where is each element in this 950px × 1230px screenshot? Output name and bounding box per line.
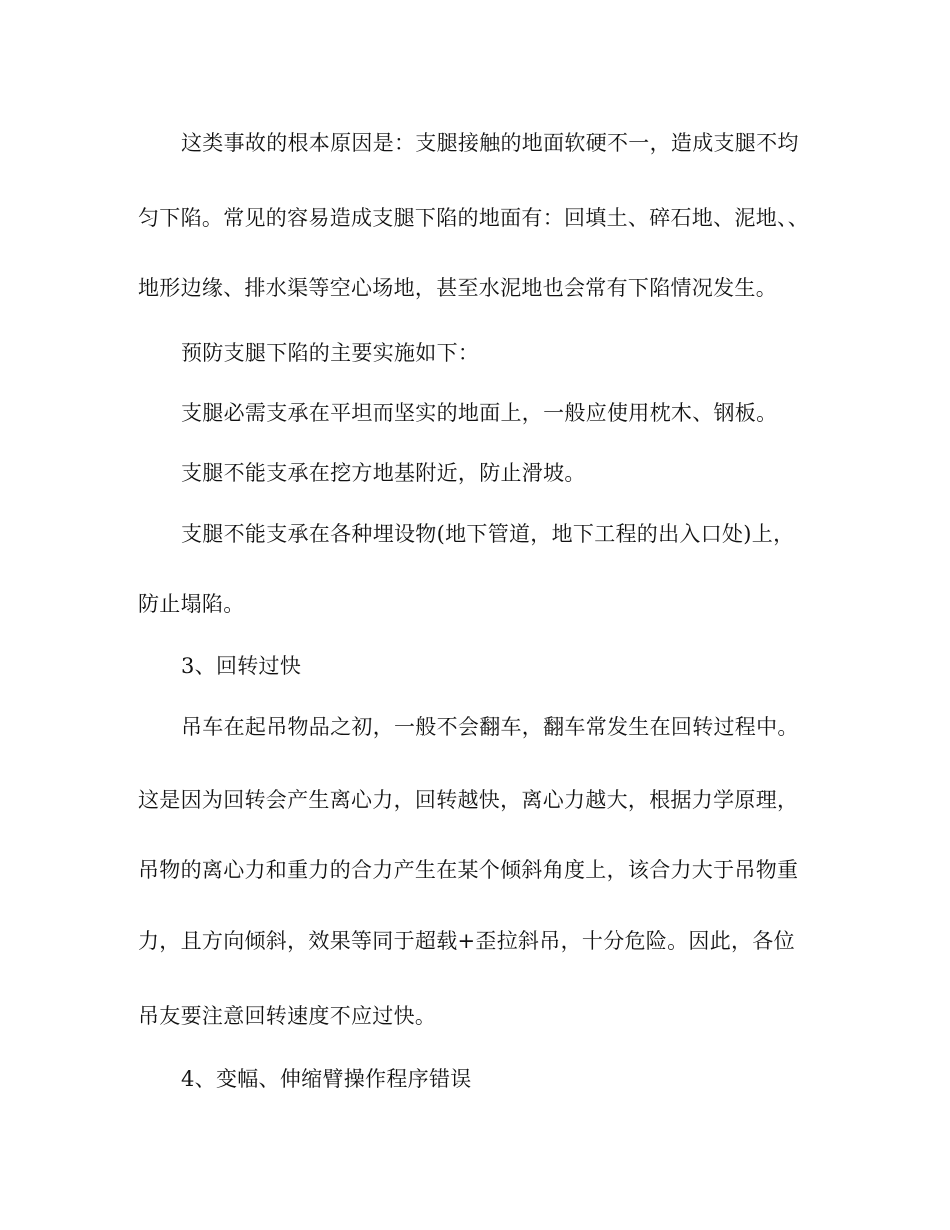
- section-heading: 3、回转过快: [181, 654, 302, 678]
- paragraph-line: 地形边缘、排水渠等空心场地，甚至水泥地也会常有下陷情况发生。: [138, 276, 777, 300]
- paragraph-line: 匀下陷。常见的容易造成支腿下陷的地面有：回填土、碎石地、泥地、、: [138, 206, 810, 230]
- paragraph-line: 这是因为回转会产生离心力，回转越快，离心力越大，根据力学原理，: [138, 788, 799, 812]
- paragraph-line: 支腿必需支承在平坦而坚实的地面上，一般应使用枕木、钢板。: [181, 401, 778, 425]
- section-heading: 4、变幅、伸缩臂操作程序错误: [181, 1067, 472, 1091]
- paragraph-line: 这类事故的根本原因是：支腿接触的地面软硬不一，造成支腿不均: [181, 131, 799, 155]
- paragraph-line: 力，且方向倾斜，效果等同于超载+歪拉斜吊，十分危险。因此，各位: [138, 929, 795, 953]
- paragraph-line: 吊友要注意回转速度不应过快。: [138, 1004, 437, 1028]
- paragraph-line: 防止塌陷。: [138, 592, 245, 616]
- paragraph-line: 吊车在起吊物品之初，一般不会翻车，翻车常发生在回转过程中。: [181, 715, 799, 739]
- paragraph-line: 支腿不能支承在各种埋设物(地下管道，地下工程的出入口处)上，: [181, 522, 795, 546]
- paragraph-line: 吊物的离心力和重力的合力产生在某个倾斜角度上，该合力大于吊物重: [138, 858, 799, 882]
- paragraph-line: 预防支腿下陷的主要实施如下：: [181, 341, 480, 365]
- paragraph-line: 支腿不能支承在挖方地基附近，防止滑坡。: [181, 461, 586, 485]
